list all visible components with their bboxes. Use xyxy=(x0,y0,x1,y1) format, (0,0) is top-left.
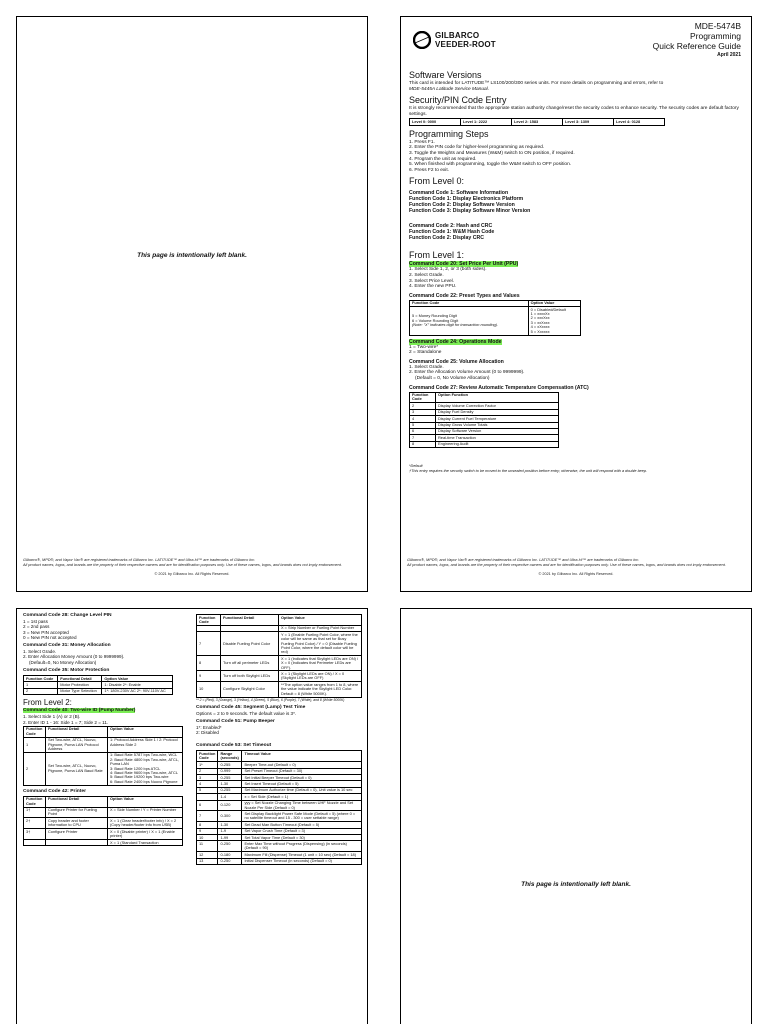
cell: Set Insert Timeout (Default = 5) xyxy=(242,781,362,787)
cell: 1-4 xyxy=(218,794,242,800)
cell: x = Set Side (Default = 1) xyxy=(242,794,362,800)
cell: 1 xyxy=(24,737,46,752)
page-1 xyxy=(16,16,368,592)
cc35-header-1: Function Code xyxy=(24,676,58,682)
cell: 0-255 xyxy=(218,787,242,793)
cell: **The option value ranges from 1 to 8, where the value indicate the Skylight LED Color. Default = 8 (White 5000K). xyxy=(279,682,362,697)
table-row xyxy=(410,441,559,447)
cc25-title: Command Code 25: Volume Allocation xyxy=(409,358,504,365)
cell: X = 1 (Clear header/footer info) / X = 2 (Copy header/footer info from USB) xyxy=(108,818,183,829)
cell: 4 xyxy=(197,781,218,787)
cc1-line-1: Function Code 1: Display Electronics Platform xyxy=(409,196,524,203)
cell: Real-time Transaction xyxy=(436,435,559,441)
cc28-title: Command Code 28: Change Level PIN xyxy=(23,613,112,618)
cc22-right-6: 5 = Xxxxxx xyxy=(530,328,550,334)
table-row xyxy=(197,841,362,852)
cell: 2 xyxy=(197,768,218,774)
software-versions-heading: Software Versions xyxy=(409,70,482,80)
cc27-table xyxy=(409,392,559,449)
blank-page-notice: This page is intentionally left blank. xyxy=(521,881,631,888)
cell: X = 0 (Disable printer) / X = 1 (Enable printer) xyxy=(108,829,183,840)
table-row xyxy=(24,807,183,818)
cc42-title: Command Code 42: Printer xyxy=(23,788,87,794)
baud-option-1: 1: Baud Rate 5787 bps Two-wire, WCL xyxy=(110,752,178,758)
cell: 1 xyxy=(24,682,58,688)
table-row xyxy=(24,737,183,752)
cc53-header-3: Timeout Value xyxy=(242,751,362,762)
cell: Display Software Version xyxy=(436,428,559,434)
cell: 3† xyxy=(24,829,46,840)
cc35-header-3: Option Value xyxy=(102,676,173,682)
cc42-header-1: Function Code xyxy=(24,796,46,807)
baud-option-2: 2: Baud Rate 4800 bps Two-wire, ATCL, Puma LAN xyxy=(110,756,180,767)
cc35-title: Command Code 35: Motor Protection xyxy=(23,668,110,674)
blank-page-notice: This page is intentionally left blank. xyxy=(137,252,247,259)
cc22-title: Command Code 22: Preset Types and Values xyxy=(409,292,520,299)
cell: 5 xyxy=(197,787,218,793)
cc22-right-2: 1 = xxxxXx xyxy=(530,311,550,317)
cell: Motor Type Selection xyxy=(58,688,102,694)
table-row xyxy=(197,671,362,682)
cc35-header-2: Functional Detail xyxy=(58,676,102,682)
cell: 13 xyxy=(197,858,218,864)
cell: 2† xyxy=(24,818,46,829)
cell: 1-9 xyxy=(218,828,242,834)
table-row xyxy=(24,829,183,840)
cc31-title: Command Code 31: Money Allocation xyxy=(23,643,111,649)
cell: 11 xyxy=(197,841,218,852)
table-row xyxy=(24,752,183,785)
page-3-right-column xyxy=(196,613,364,865)
cc53-title: Command Code 53: Set Timeout xyxy=(196,743,272,749)
pin-level-1: Level 1: 2222 xyxy=(461,119,512,125)
pin-level-3: Level 3: 1309 xyxy=(563,119,614,125)
cc40-table xyxy=(23,726,183,786)
cell: Configure Skylight Color xyxy=(221,682,279,697)
cc22-right-5: 4 = xXxxxx xyxy=(530,324,550,330)
cc25-line-2: 2. Enter the Allocation Volume Amount (0 to 9999999). xyxy=(409,370,525,376)
cell: X = 1 (Indicates that Skylight LEDs are ON) / X = 0 (Indicates that Perimeter LEDs are OFF). xyxy=(279,656,362,671)
cc22-left-3: (Note: "X" indicates digit for transaction rounding). xyxy=(412,322,499,328)
table-row xyxy=(197,811,362,822)
cc51-title: Command Code 51: Pump Beeper xyxy=(196,718,275,724)
cell: yyy = Set Nozzle Changing Time between UHF Nozzle and Set Nozzle Per Side (Default = 0) xyxy=(242,800,362,811)
trademark-notice: Gilbarco®, MPD®, and Vapor Vac® are registered trademarks of Gilbarco Inc. LATITUDE™ and Ultra-Hi™ are trademarks of Gilbarco Inc. xyxy=(407,558,640,562)
cc24-title: Command Code 24: Operations Mode xyxy=(409,338,502,345)
manual-reference: MDE-5445A Latitude Service Manual. xyxy=(409,86,490,92)
cc24-line-1: 1 = Two-wire* xyxy=(409,344,439,350)
table-row xyxy=(24,688,173,694)
cc27-header-2: Option Function xyxy=(436,392,559,403)
pin-level-0: Level 0: 0000 xyxy=(410,119,461,125)
cell: 12 xyxy=(197,852,218,858)
cell: X = 1 (Standard Transaction xyxy=(108,840,183,846)
cc20-line-3: 3. Select Price Level. xyxy=(409,278,455,284)
cc31-line-1: 1. Select Grade. xyxy=(23,649,57,655)
cc40-header-2: Functional Detail xyxy=(46,726,108,737)
cc22-left-1: 5 = Money Rounding Digit xyxy=(412,313,457,319)
cell: 0-255 xyxy=(218,762,242,768)
cc2-line-1: Function Code 1: W&M Hash Code xyxy=(409,229,495,236)
default-note: *Default xyxy=(409,464,423,469)
disclaimer: All product names, logos, and brands are the property of their respective owners and are for identification purposes only. Use of these names, logos, and brands does not imply endorsement. xyxy=(407,563,726,567)
cc22-table xyxy=(409,300,581,336)
cell: Set Vapor Crush Time (Default = 3) xyxy=(242,828,362,834)
cc25-line-3: (Default = 0, No Volume Allocation) xyxy=(415,375,490,381)
cell: 1*: 180V-230V AC 2*: 90V-110V AC xyxy=(102,688,173,694)
doc-title-1: Programming xyxy=(689,31,741,41)
step-2: 2. Enter the PIN code for higher-level programming as required. xyxy=(409,145,545,151)
cell: 1† xyxy=(24,807,46,818)
cc27-header-1: Function Code xyxy=(410,392,436,403)
cc20-line-2: 2. Select Grade. xyxy=(409,272,444,278)
cell: Set Display Backlight Power Safe Mode (Default = 5) (where 0 = no satellite timeout and 15 - 300 = user settable range) xyxy=(242,811,362,822)
programming-steps-heading: Programming Steps xyxy=(409,128,489,139)
cc40-line-1: 1. Select Side 1 (A) or 2 (B). xyxy=(23,714,81,720)
logo-line1: GILBARCO xyxy=(435,31,480,40)
step-6: 6. Press F2 to exit. xyxy=(409,167,449,173)
table-row xyxy=(197,858,362,864)
cell: 10 xyxy=(197,682,221,697)
cc53-header-1: Function Code xyxy=(197,751,218,762)
cell: 2 xyxy=(410,403,436,409)
cell: 0-120 xyxy=(218,800,242,811)
cell: Disable Fueling Point Color xyxy=(221,632,279,656)
cell: 1: Protocol Address Side 1 / 2: Protocol Address Side 2 xyxy=(108,737,183,752)
cell: Configure Printer for Fueling Point xyxy=(46,807,108,818)
cc42-table xyxy=(23,796,183,847)
skylight-header-1: Function Code xyxy=(197,615,221,626)
page-2-content xyxy=(409,67,743,473)
skylight-table xyxy=(196,614,362,698)
cc22-header-2: Option Value xyxy=(528,300,580,306)
cell: 7 xyxy=(410,435,436,441)
cell: Turn off all perimeter LEDs xyxy=(221,656,279,671)
cc40-header-1: Function Code xyxy=(24,726,46,737)
cell: Maximum Fill (Dispense) Timeout (1 unit = 10 sec) (Default = 18) xyxy=(242,852,362,858)
cc28-line-2: 2 = 2nd pass xyxy=(23,624,50,630)
cc53-table xyxy=(196,750,362,865)
cc22-right-1: 0 = Disabled/Default xyxy=(530,306,566,312)
logo-mark-icon xyxy=(413,31,431,49)
cell: Display Fuel Density xyxy=(436,409,559,415)
cell: 8 xyxy=(410,441,436,447)
cc1-line-2: Function Code 2: Display Software Version xyxy=(409,202,515,209)
cell: Copy header and footer information to CPU xyxy=(46,818,108,829)
cell: 1: Disable 2*: Enable xyxy=(102,682,173,688)
cell: X = Strip Number or Fueling Point Number xyxy=(279,625,362,631)
cell: 9 xyxy=(197,828,218,834)
cell: Set Two-wire, ATCL, Nuovo, Pignone, Puma LAN Protocol Address xyxy=(46,737,108,752)
cc28-line-3: 3 = New PIN accepted xyxy=(23,629,69,635)
cc35-table xyxy=(23,675,173,695)
cell: Engineering Audit xyxy=(436,441,559,447)
disclaimer: All product names, logos, and brands are the property of their respective owners and are for identification purposes only. Use of these names, logos, and brands does not imply endorsement. xyxy=(23,563,342,567)
cell: 1-30 xyxy=(218,781,242,787)
security-heading: Security/PIN Code Entry xyxy=(409,95,507,106)
step-5: 5. When finished with programming, toggle the W&M switch to OFF position. xyxy=(409,162,572,168)
cc2-title: Command Code 2: Hash and CRC xyxy=(409,223,493,230)
cc25-line-1: 1. Select Grade. xyxy=(409,364,444,370)
cc22-left-2: 6 = Volume Rounding Digit xyxy=(412,317,459,323)
copyright: © 2021 by Gilbarco Inc. All Rights Reserved. xyxy=(154,572,230,576)
skylight-header-3: Option Value xyxy=(279,615,362,626)
cell: 7 xyxy=(197,811,218,822)
baud-option-4: 4: Baud Rate 9600 bps Two-wire, ATCL xyxy=(110,770,178,776)
cc40-title: Command Code 40: Two-wire ID (Pump Number) xyxy=(23,708,136,714)
cc27-title: Command Code 27: Review Automatic Temperature Compensation (ATC) xyxy=(409,384,589,391)
trademark-notice: Gilbarco®, MPD®, and Vapor Vac® are registered trademarks of Gilbarco Inc. LATITUDE™ and Ultra-Hi™ are trademarks of Gilbarco Inc. xyxy=(23,558,256,562)
level-0-heading: From Level 0: xyxy=(409,176,465,187)
cc40-line-2: 2. Enter ID 1 - 16: Side 1 = 7; Side 2 = 11. xyxy=(23,719,109,725)
cc51-line-2: 2: Disabled xyxy=(196,730,219,736)
doc-title-2: Quick Reference Guide xyxy=(652,41,741,51)
cc51-line-1: 1*: Enabled* xyxy=(196,724,222,730)
cell: 0-300 xyxy=(218,811,242,822)
table-row xyxy=(24,840,183,846)
cc53-header-2: Range (seconds) xyxy=(218,751,242,762)
cell: 0-999 xyxy=(218,768,242,774)
cc42-header-3: Option Value xyxy=(108,796,183,807)
cell: 0-180 xyxy=(218,852,242,858)
cell: 1* xyxy=(197,762,218,768)
security-text: It is strongly recommended that the appropriate station authority change/reset the security codes to enhance security. The security codes are default factory settings. xyxy=(409,106,739,117)
cell: Set Total Vapor Time (Default = 30) xyxy=(242,835,362,841)
cc22-right-3: 2 = xxxXxx xyxy=(530,315,550,321)
software-versions-text: This card is intended for LATITUDE™ LS100/200/300 series units. For more details on programming and errors, refer to xyxy=(409,81,664,86)
step-4: 4. Program the unit as required. xyxy=(409,156,477,162)
table-row xyxy=(197,632,362,656)
cc45-title: Command Code 45: Segment (Lamp) Test Time xyxy=(196,704,306,710)
cc42-header-2: Functional Detail xyxy=(46,796,108,807)
cell: Display Volume Correction Factor xyxy=(436,403,559,409)
cell: 2 xyxy=(24,752,46,785)
doc-number: MDE-5474B xyxy=(694,21,741,31)
cell: Beeper Time-out (Default = 0) xyxy=(242,762,362,768)
page-2-footer xyxy=(407,558,745,577)
pin-level-4: Level 4: 0128 xyxy=(614,119,665,125)
page-3-left-column xyxy=(23,613,191,846)
cell: Turn off both Skylight LEDs xyxy=(221,671,279,682)
cc1-title: Command Code 1: Software Information xyxy=(409,190,509,197)
cell: 3 xyxy=(410,409,436,415)
level-1-heading: From Level 1: xyxy=(409,250,465,261)
baud-option-6: 6: Baud Rate 2400 bps Nuovo Pignone xyxy=(110,778,178,784)
cell: Display Gross Volume Totals xyxy=(436,422,559,428)
security-switch-note: †This entry requires the security switch to be moved to the unsealed position before entry; otherwise, the unit will respond with a double beep. xyxy=(409,468,648,473)
page-2 xyxy=(400,16,752,592)
cell: Display Current Fuel Temperature xyxy=(436,416,559,422)
step-3: 3. Toggle the Weights and Measures (W&M) switch to ON position, if required. xyxy=(409,150,575,156)
baud-option-3: 3: Baud Rate 1200 bps ATCL xyxy=(110,765,161,771)
cell: Y = 1 (Enable Fueling Point Color, where the color will be same as that set for Busy Fueling Point Color) / Y = 0 (Disable Fueling Point Color, where the default color will be red) xyxy=(279,632,362,656)
cell: Set Preset Timeout (Default = 30) xyxy=(242,768,362,774)
copyright: © 2021 by Gilbarco Inc. All Rights Reserved. xyxy=(538,572,614,576)
cell: 6 xyxy=(410,428,436,434)
cell: Configure Printer xyxy=(46,829,108,840)
cc20-title: Command Code 20: Set Price Per Unit (PPU) xyxy=(409,261,519,268)
level-2-heading: From Level 2: xyxy=(23,698,72,708)
cc2-line-2: Function Code 2: Display CRC xyxy=(409,235,484,242)
cc28-line-1: 1 = 1st pass xyxy=(23,619,48,624)
cell: Motor Protection xyxy=(58,682,102,688)
page-3 xyxy=(16,608,368,1024)
page-4 xyxy=(400,608,752,1024)
cc20-line-4: 4. Enter the new PPU. xyxy=(409,284,457,290)
cell: 2 xyxy=(24,688,58,694)
gilbarco-logo xyxy=(413,29,513,51)
cell: X = 1 (Skylight LEDs are ON) / X = 0 (Skylight LEDs are OFF) xyxy=(279,671,362,682)
doc-date: April 2021 xyxy=(717,52,741,58)
logo-line2: VEEDER-ROOT xyxy=(435,40,496,49)
cc24-line-2: 2 = Standalone xyxy=(409,350,442,356)
baud-option-5: 5: Baud Rate 19200 bps Two-wire xyxy=(110,774,169,780)
cc45-text: Options = 2 to 9 seconds. The default value is 3*. xyxy=(196,710,297,716)
cell: Set Two-wire, ATCL, Nuovo, Pignone, Puma LAN Baud Rate xyxy=(46,752,108,785)
cell: 0-250 xyxy=(218,841,242,852)
skylight-header-2: Functional Detail xyxy=(221,615,279,626)
cc31-line-3: (Default=0, No Money Allocation) xyxy=(29,659,97,665)
cell: 0-250 xyxy=(218,858,242,864)
cell: 7 xyxy=(197,632,221,656)
cell: Set Initial Beeper Timeout (Default = 0) xyxy=(242,775,362,781)
cell: Enter Max Time without Progress (Dispensing) (in seconds) (Default = 90) xyxy=(242,841,362,852)
cc22-header-1: Function Code xyxy=(410,300,529,306)
cell: 6 xyxy=(197,800,218,811)
cc28-line-4: 0 = New PIN not accepted xyxy=(23,634,77,640)
cell: 4 xyxy=(410,416,436,422)
cell: 10 xyxy=(197,835,218,841)
document-header xyxy=(653,21,741,58)
cell: Initial Dispenser Timeout (in seconds) (Default = 0) xyxy=(242,858,362,864)
table-row xyxy=(197,682,362,697)
pin-level-2: Level 2: 1583 xyxy=(512,119,563,125)
cc40-header-3: Option Value xyxy=(108,726,183,737)
cell: 0-255 xyxy=(218,775,242,781)
cell: 3 xyxy=(197,775,218,781)
cell: 8 xyxy=(197,822,218,828)
cc20-line-1: 1. Select Side 1, 2, or 3 (both sides). xyxy=(409,267,487,273)
cell: Set Maximum Authorize time (Default = 0), Unit value is 10 sec xyxy=(242,787,362,793)
page-1-footer xyxy=(23,558,361,577)
step-1: 1. Press F1. xyxy=(409,139,435,145)
table-row xyxy=(197,800,362,811)
cell: 8 xyxy=(197,656,221,671)
cell: X = Side Number / Y = Printer Number xyxy=(108,807,183,818)
cc22-right-4: 3 = xxXxxx xyxy=(530,319,550,325)
cell: 1-30 xyxy=(218,822,242,828)
pin-table xyxy=(409,118,665,125)
skylight-color-note: ** 2 = (Red), 3 (Orange), 3 (Yellow), 4 (Green), 5 (Blue), 6 (Purple), 7 (White), and 8 (White 5000K) xyxy=(196,697,345,702)
cell: 9 xyxy=(197,671,221,682)
cc31-line-2: 2. Enter Allocation Money Amount (0 to 9999999). xyxy=(23,654,125,660)
table-row xyxy=(197,656,362,671)
cell: 5 xyxy=(410,422,436,428)
cell: Set Dead Man Button Timeout (Default = 5) xyxy=(242,822,362,828)
table-row xyxy=(24,818,183,829)
cc1-line-3: Function Code 3: Display Software Minor Version xyxy=(409,208,531,215)
cell: 1-99 xyxy=(218,835,242,841)
